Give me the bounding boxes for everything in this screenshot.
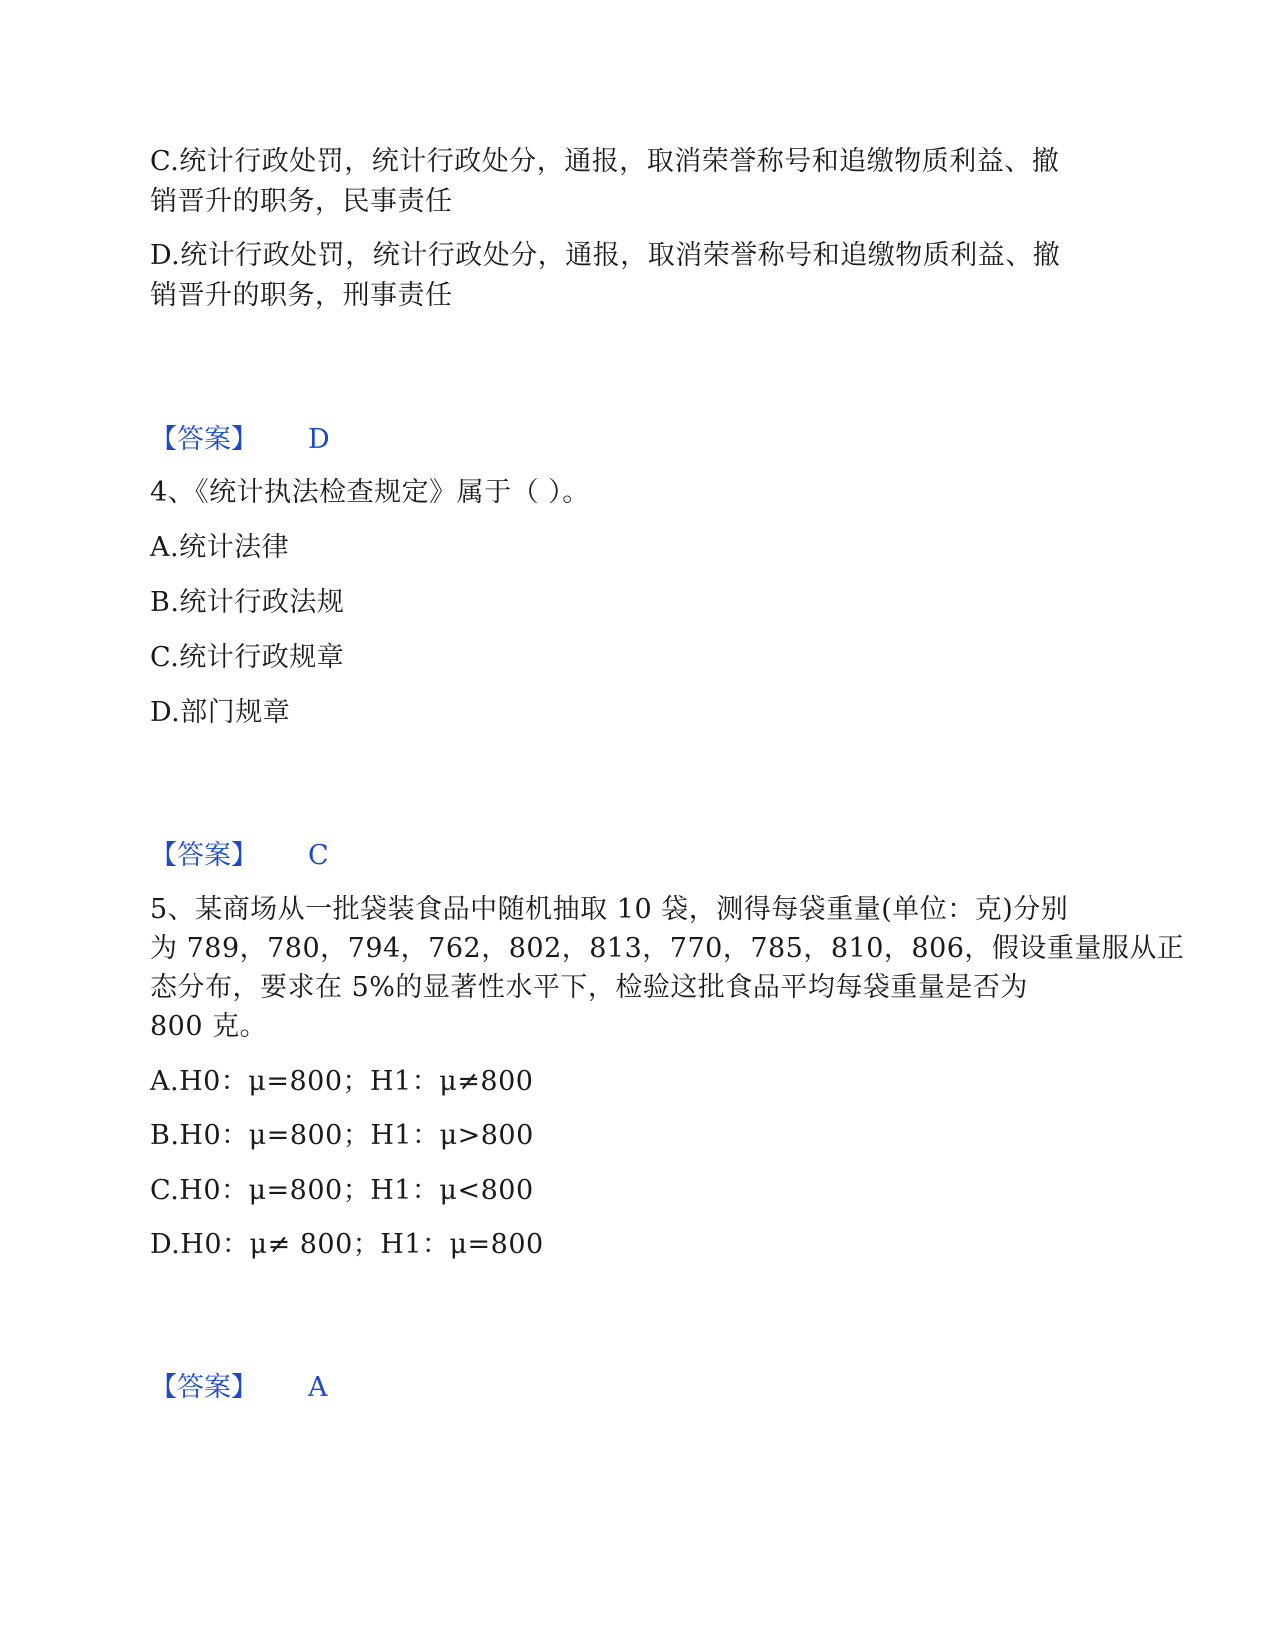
q4-option-c: C.统计行政规章 [150, 642, 345, 673]
q5-answer-value: A [308, 1372, 328, 1403]
q4-option-d: D.部门规章 [150, 697, 291, 728]
q4-option-b: B.统计行政法规 [150, 587, 345, 618]
q5-option-a: A.H0：μ=800；H1：μ≠800 [150, 1066, 534, 1097]
q5-question-line4: 800 克。 [150, 1011, 268, 1042]
q4-answer [150, 836, 329, 876]
q3-answer [150, 420, 330, 460]
q5-option-b: B.H0：μ=800；H1：μ>800 [150, 1120, 534, 1151]
q5-option-c: C.H0：μ=800；H1：μ<800 [150, 1175, 534, 1206]
answer-label: 【答案】 [150, 1372, 258, 1403]
answer-label: 【答案】 [150, 840, 258, 871]
q5-option-d: D.H0：μ≠ 800；H1：μ=800 [150, 1229, 544, 1260]
q5-question-line3: 态分布，要求在 5%的显著性水平下，检验这批食品平均每袋重量是否为 [150, 972, 1028, 1003]
q3-answer-value: D [308, 424, 330, 455]
q3-option-d-line1: D.统计行政处罚，统计行政处分，通报，取消荣誉称号和追缴物质利益、撤 [150, 240, 1061, 271]
q3-option-d-line2: 销晋升的职务，刑事责任 [150, 280, 453, 311]
q5-question-line2: 为 789，780，794，762，802，813，770，785，810，806，假设重量服从正 [150, 933, 1185, 964]
answer-label: 【答案】 [150, 424, 258, 455]
q3-option-c-line2: 销晋升的职务，民事责任 [150, 186, 453, 217]
q4-question: 4、《统计执法检查规定》属于（ ）。 [150, 477, 590, 508]
q4-option-a: A.统计法律 [150, 532, 290, 563]
q3-option-c-line1: C.统计行政处罚，统计行政处分，通报，取消荣誉称号和追缴物质利益、撤 [150, 146, 1060, 177]
q5-answer [150, 1368, 328, 1408]
q4-answer-value: C [308, 840, 329, 871]
q5-question-line1: 5、某商场从一批袋装食品中随机抽取 10 袋，测得每袋重量(单位：克)分别 [150, 894, 1069, 925]
